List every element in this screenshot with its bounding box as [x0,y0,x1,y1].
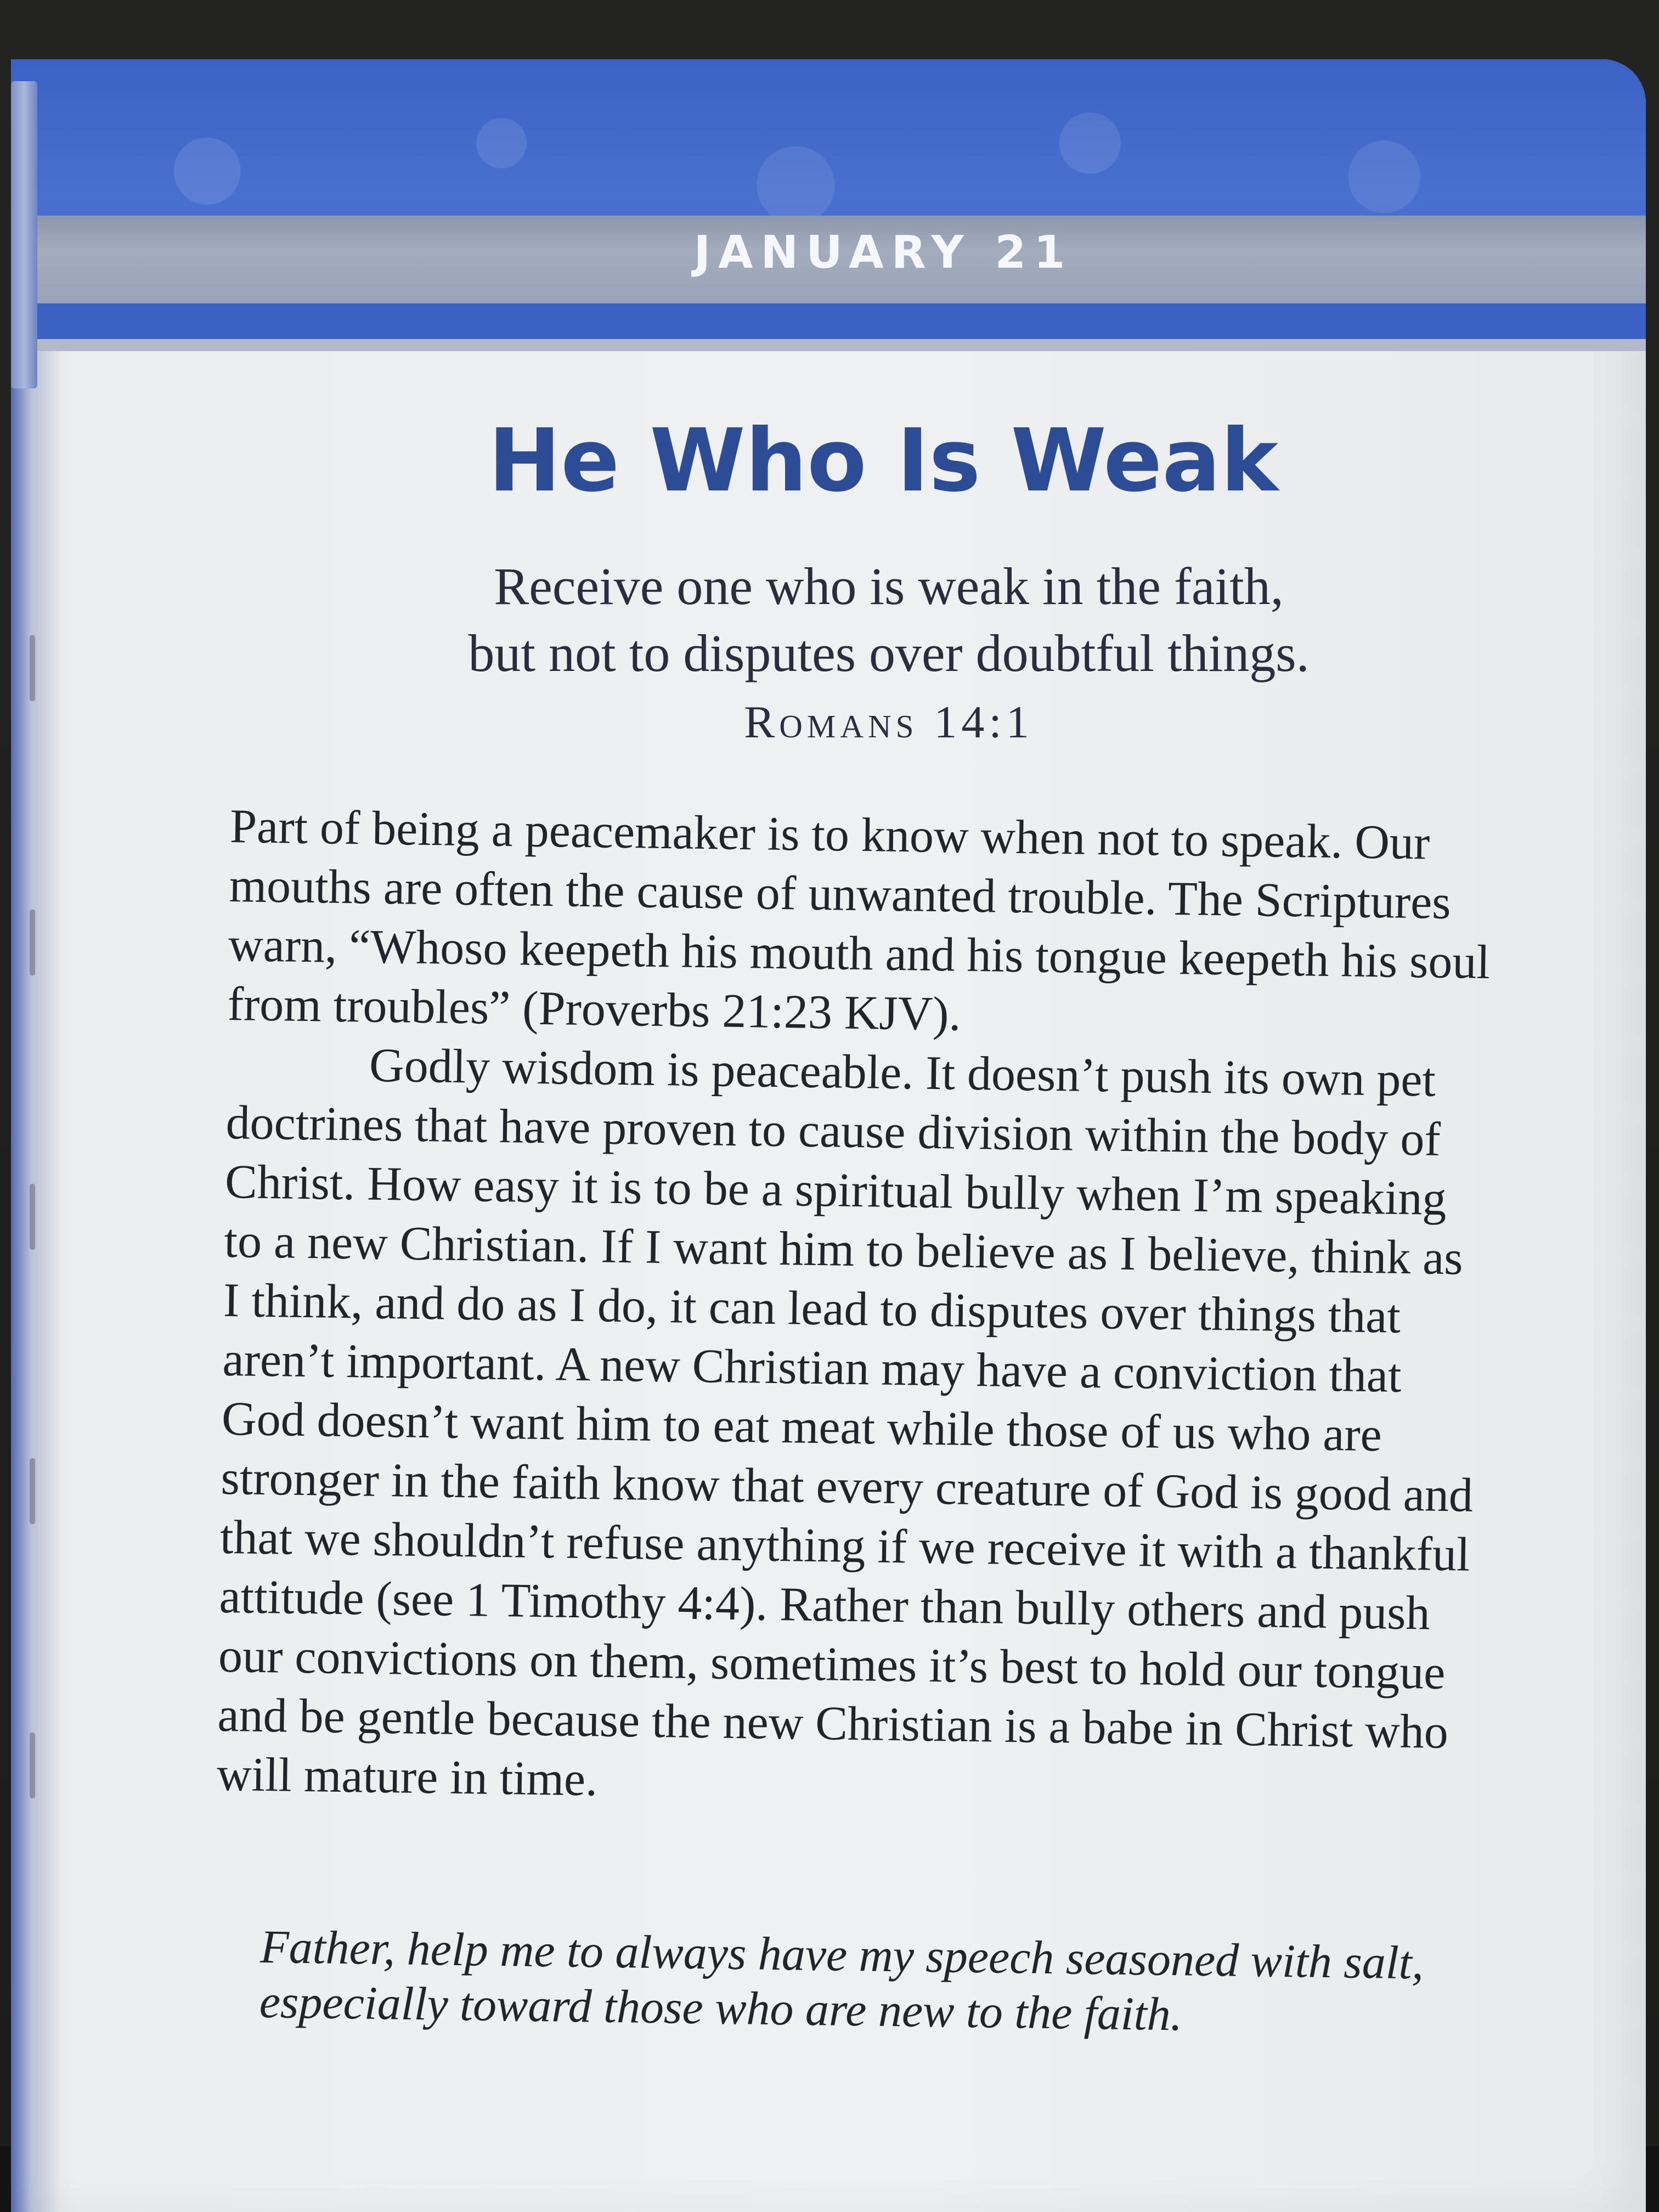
banner-lower-band [11,303,1646,339]
devotion-body [216,797,1492,1822]
scripture-verse [318,553,1459,687]
bookmark-ribbon [11,81,37,388]
banner-edge [11,339,1646,351]
verse-line-2: but not to disputes over doubtful things. [468,624,1310,682]
scripture-reference: Romans 14:1 [744,697,1034,748]
book-page [11,59,1646,2212]
binding-stitch [30,1458,35,1524]
closing-prayer: Father, help me to always have my speech seasoned with salt, especially toward those who are new to the faith. [259,1920,1424,2041]
decorative-header-banner [11,59,1646,339]
binding-stitch [30,1184,35,1250]
date-heading: JANUARY 21 [693,227,1073,279]
body-paragraph-2: Godly wisdom is peaceable. It doesn’t push its own pet doctrines that have proven to cause division within the body of Christ. How easy it is to be a spiritual bully when I’m speaking to a new Christian. If I want him to believe as I believe, think as I think, and do as I do, it can lead to disputes over things that aren’t important. A new Christian may have a conviction that God doesn’t want him to eat meat while those of us who are stronger in the faith know that every creature of God is good and that we shouldn’t refuse anything if we receive it with a thankful attitude (see 1 Timothy 4:4). Rather than bully others and push our convictions on them, sometimes it’s best to hold our tongue and be gentle because the new Christian is a babe in Christ who will mature in time. [216,1039,1474,1807]
body-paragraph-1: Part of being a peacemaker is to know when not to speak. Our mouths are often the cause of unwanted trouble. The Scriptures warn, “Whoso keepeth his mouth and his tongue keepeth his soul from troubles” (Proverbs 21:23 KJV). [227,799,1491,1041]
devotion-title: He Who Is Weak [488,410,1279,511]
verse-line-1: Receive one who is weak in the faith, [494,557,1284,616]
binding-stitch [30,635,35,701]
binding-stitch [30,910,35,975]
binding-stitch [30,1733,35,1798]
